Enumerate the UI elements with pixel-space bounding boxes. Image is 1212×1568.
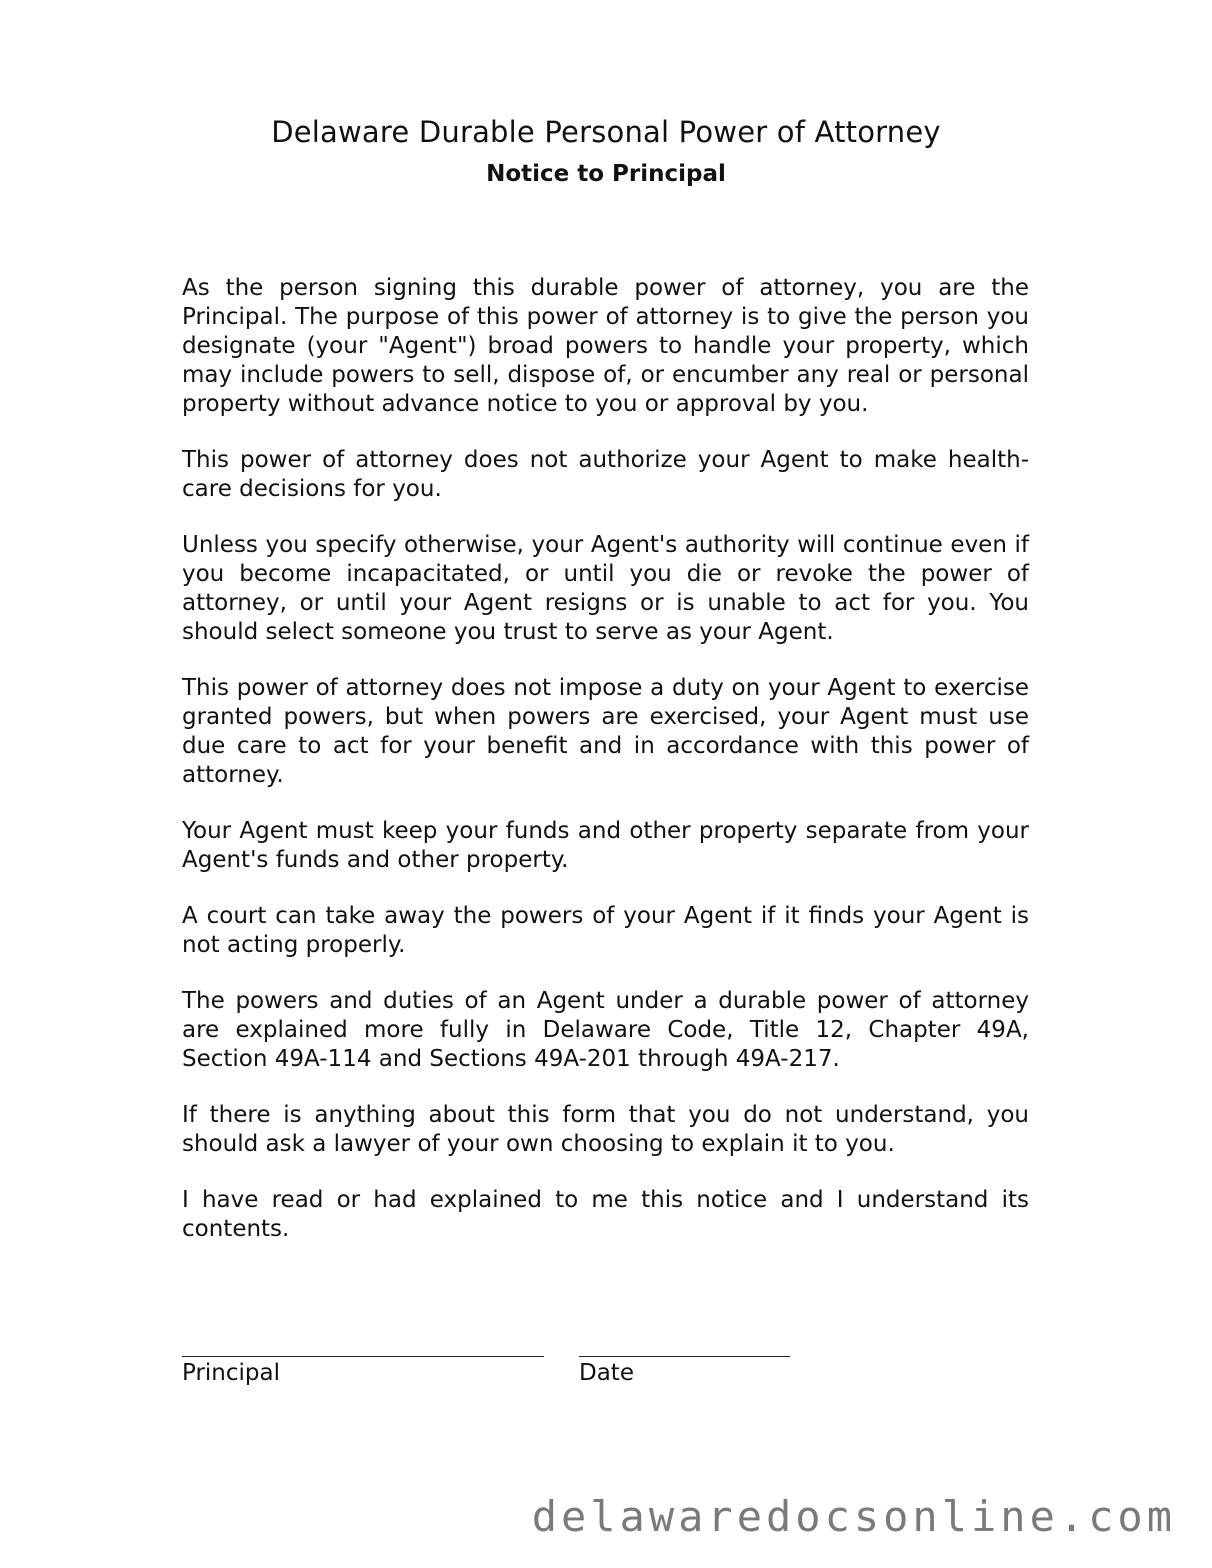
paragraph-health-care: This power of attorney does not authorize your Agent to make health-care decisions for you. (182, 447, 1029, 502)
principal-signature-line[interactable] (182, 1356, 544, 1357)
document-title: Delaware Durable Personal Power of Attorney (271, 115, 941, 150)
paragraph-delaware-code: The powers and duties of an Agent under a durable power of attorney are explained more fully in Delaware Code, Title 12, Chapter 49A, Section 49A-114 and Sections 49A-201 through 49A-217. (182, 988, 1029, 1072)
date-label: Date (579, 1360, 634, 1386)
paragraph-acknowledgment: I have read or had explained to me this notice and I understand its contents. (182, 1187, 1029, 1242)
paragraph-duty: This power of attorney does not impose a duty on your Agent to exercise granted powers, but when powers are exercised, your Agent must use due care to act for your benefit and in accordance with this power of attorney. (182, 675, 1029, 788)
paragraph-separate-funds: Your Agent must keep your funds and other property separate from your Agent's funds and other property. (182, 818, 1029, 873)
paragraph-purpose: As the person signing this durable power of attorney, you are the Principal. The purpose of this power of attorney is to give the person you designate (your "Agent") broad powers to handle your property, which may include powers to sell, dispose of, or encumber any real or personal property without advance notice to you or approval by you. (182, 275, 1029, 417)
notice-body (182, 274, 1029, 1271)
document-subtitle: Notice to Principal (486, 161, 726, 187)
paragraph-court: A court can take away the powers of your Agent if it finds your Agent is not acting properly. (182, 903, 1029, 958)
watermark: delawaredocsonline.com (531, 1492, 1176, 1541)
date-signature-line[interactable] (579, 1356, 790, 1357)
principal-label: Principal (182, 1360, 281, 1386)
paragraph-authority-duration: Unless you specify otherwise, your Agent's authority will continue even if you become incapacitated, or until you die or revoke the power of attorney, or until your Agent resigns or is unable to act for you. You should select someone you trust to serve as your Agent. (182, 532, 1029, 645)
paragraph-lawyer: If there is anything about this form that you do not understand, you should ask a lawyer of your own choosing to explain it to you. (182, 1102, 1029, 1157)
